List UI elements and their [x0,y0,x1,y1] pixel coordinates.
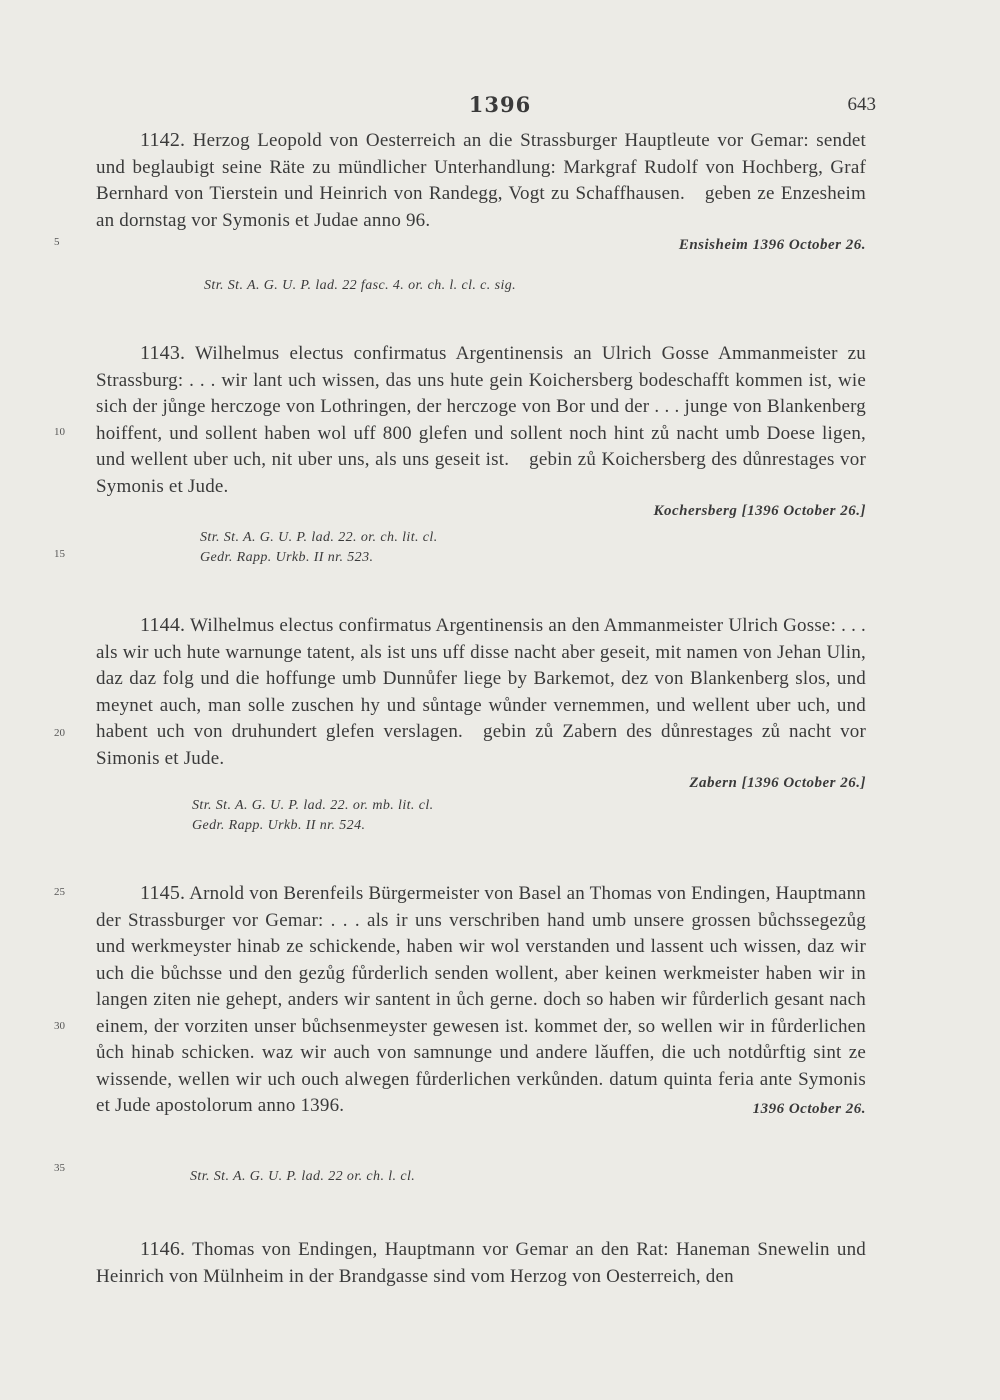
entry-date: 1396 October 26. [752,1100,866,1117]
line-number: 25 [54,886,65,898]
entry-date: Zabern [1396 October 26.] [689,775,866,791]
entry-dating-clause: gebin zů Zabern des důnrestages zů nacht vor Simonis et Jude. [96,721,866,769]
entry-1142 [96,127,866,256]
entry-1144 [96,612,866,794]
entry-text: Thomas von Endingen, Hauptmann vor Gemar an den Rat: Haneman Snewelin und Heinrich von Mülnheim in der Brandgasse sind vom Herzog von Oesterreich, den [96,1239,867,1287]
line-number: 15 [54,548,65,560]
source-reference: Str. St. A. G. U. P. lad. 22 fasc. 4. or. ch. l. cl. c. sig. [204,278,517,293]
entry-1143 [96,340,866,522]
entry-dating-clause: geben ze Enzesheim an dornstag vor Symonis et Judae anno 96. [96,183,866,231]
entry-date: Kochersberg [1396 October 26.] [653,503,866,519]
entry-number: 1143. [140,342,186,364]
entry-body [96,340,866,500]
line-number: 35 [54,1162,65,1174]
entry-number: 1146. [140,1238,186,1260]
entry-body [96,1236,866,1290]
page-number: 643 [847,94,876,115]
line-number: 5 [54,236,60,248]
entry-text: Herzog Leopold von Oesterreich an die Strassburger Hauptleute vor Gemar: sendet und beglaubigt seine Räte zu mündlicher Unterhandlung: Markgraf Rudolf von Hochberg, Graf Bernhard von Tierstein und Heinrich von Randegg, Vogt zu Schaffhausen. [96,130,867,204]
entry-number: 1142. [140,129,186,151]
entry-number: 1145. [140,882,186,904]
entry-text: Wilhelmus electus confirmatus Argentinensis an Ulrich Gosse Ammanmeister zu Strassburg: . . . wir lant uch wissen, das uns hute gein Koichersberg bodeschafft kommen ist, wie sich der jůnge herczoge von Lothringen, der herczoge von Bor und der . . . junge von Blankenberg hoiffent, und sollent haben wol uff 800 glefen und sollent noch hint zů nacht umb Doese ligen, und wellent uber uch, nit uber uns, als uns geseit ist. [96,343,867,470]
entry-text: Arnold von Berenfeils Bürgermeister von Basel an Thomas von Endingen, Hauptmann der Strassburger vor Gemar: . . . als ir uns verschriben hand umb unsere grossen bůchssegezůg und werkmeyster hinab ze schickende, haben wir wol verstanden und lassent uch wissen, daz wir uch die bůchsse und den gezůg fůrderlich senden wollent, aber keinen werkmeister haben wir in langen ziten nie gehept, anders wir santent in ůch gerne. doch so haben wir fůrderlich gesant nach einem, der vorziten unser bůchsenmeyster gewesen ist. kommet der, so wellen wir in fůrderlichen ůch hinab schicken. waz wir auch von samnunge und andere lǎuffen, die uch notdůrftig sint ze wissende, wellen wir uch ouch alwegen fůrderlichen verkůnden. datum quinta feria ante Symonis et Jude apostolorum anno 1396. [96,883,866,1116]
source-reference: Str. St. A. G. U. P. lad. 22. or. ch. lit. cl. [200,530,438,545]
entry-number: 1144. [140,614,186,636]
entry-body [96,127,866,234]
entry-dating-clause: gebin zů Koichersberg des důnrestages vor Symonis et Jude. [96,449,866,497]
entry-body [96,880,866,1120]
source-reference: Gedr. Rapp. Urkb. II nr. 524. [192,818,366,833]
source-reference: Gedr. Rapp. Urkb. II nr. 523. [200,550,374,565]
line-number: 20 [54,727,65,739]
entry-1146 [96,1236,866,1290]
entry-date: Ensisheim 1396 October 26. [678,237,866,253]
source-reference: Str. St. A. G. U. P. lad. 22. or. mb. lit. cl. [192,798,434,813]
entry-text: Wilhelmus electus confirmatus Argentinensis an den Ammanmeister Ulrich Gosse: . . . als wir uch hute warnunge tatent, als ist uns uff disse nacht aber geseit, mit namen von Jehan Ulin, daz daz folg und die hoffunge umb Dunnůfer liege by Barkemot, dez von Blankenberg slos, und meynet auch, man solle zuschen hy und sůntage wůnder vernemmen, und wellent uber uch, und habent uch von druhundert glefen verslagen. [96,615,867,742]
entry-body [96,612,866,772]
line-number: 10 [54,426,65,438]
source-reference: Str. St. A. G. U. P. lad. 22 or. ch. l. cl. [190,1169,416,1184]
line-number: 30 [54,1020,65,1032]
running-header-year: 1396 [468,92,532,117]
entry-1145 [96,880,866,1120]
